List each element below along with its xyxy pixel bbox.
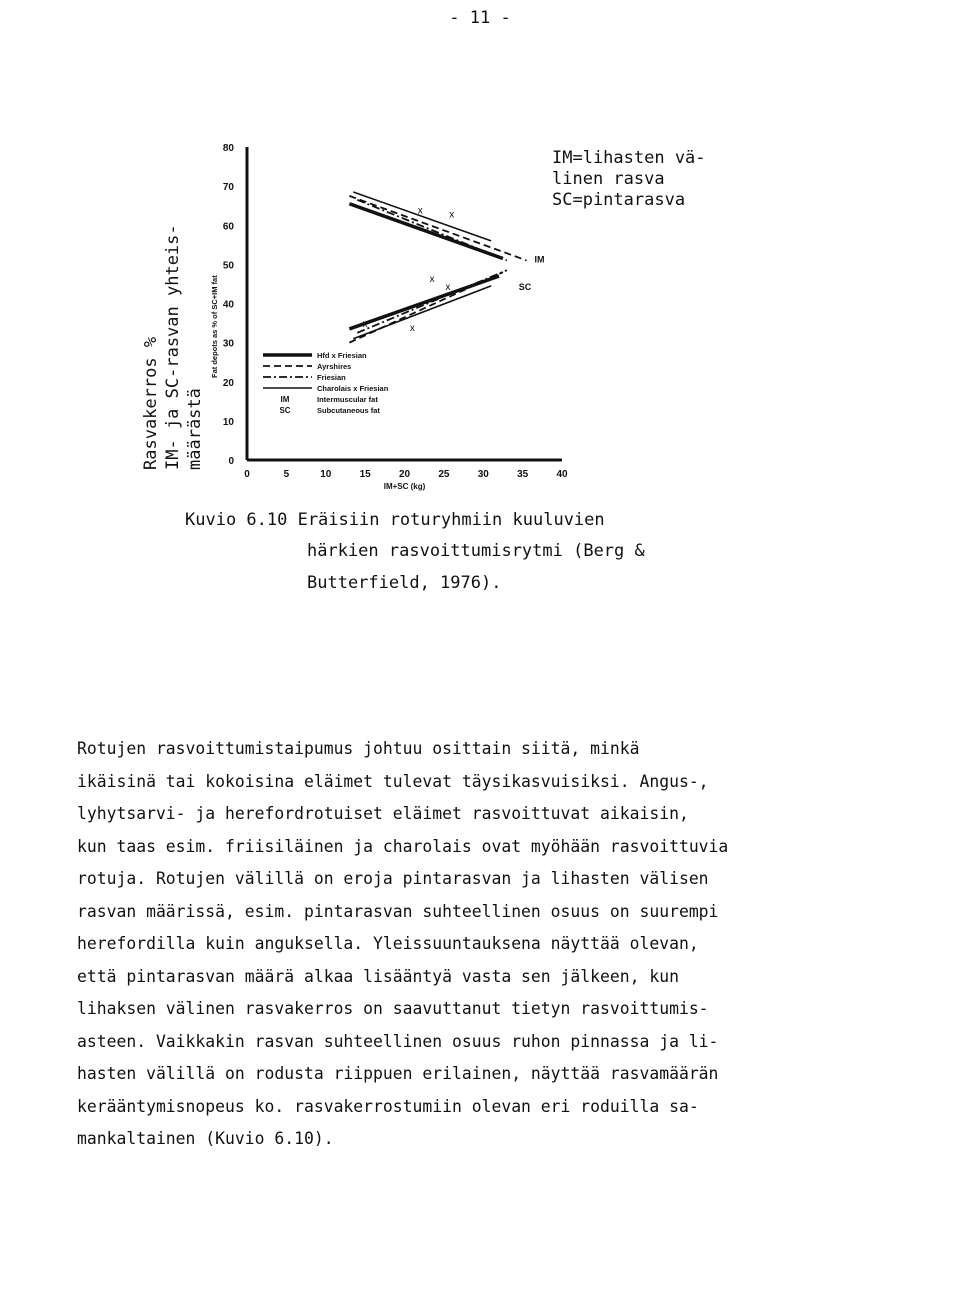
- body-line: rotuja. Rotujen välillä on eroja pintarasvan ja lihasten välisen: [77, 869, 709, 888]
- curve-marker: x: [417, 205, 423, 217]
- y-tick-label: 10: [222, 416, 234, 428]
- body-line: lyhytsarvi- ja herefordrotuiset eläimet rasvoittuvat aikaisin,: [77, 804, 689, 823]
- body-line: lihaksen välinen rasvakerros on saavuttanut tietyn rasvoittumis-: [77, 999, 709, 1018]
- y-tick-label: 40: [222, 299, 234, 311]
- legend-label: Friesian: [317, 373, 346, 382]
- y-tick-label: 50: [222, 260, 234, 272]
- y-tick-label: 20: [222, 377, 234, 389]
- legend-label: Charolais x Friesian: [317, 384, 389, 393]
- body-line: rasvan määrissä, esim. pintarasvan suhteellinen osuus on suurempi: [77, 901, 719, 921]
- x-tick-label: 25: [438, 469, 450, 480]
- page-number: - 11 -: [449, 8, 511, 28]
- legend-label: Intermuscular fat: [317, 395, 378, 404]
- body-line: herefordilla kuin anguksella. Yleissuuntauksena näyttää olevan,: [77, 934, 699, 953]
- body-line: hasten välillä on rodusta riippuen erilainen, näyttää rasvamäärän: [77, 1064, 719, 1083]
- curve-label-im: IM: [534, 254, 545, 265]
- y-tick-label: 0: [228, 456, 234, 467]
- x-axis-label: IM+SC (kg): [383, 482, 426, 491]
- side-label-line-3: määrästä: [185, 388, 205, 470]
- legend-key: SC: [279, 406, 291, 415]
- abbreviation-note: [552, 148, 752, 211]
- series-line-sc: [353, 286, 491, 339]
- curve-marker: x: [362, 319, 368, 331]
- curve-marker: x: [449, 209, 455, 221]
- side-label-line-2: IM- ja SC-rasvan yhteis-: [163, 224, 183, 470]
- y-tick-label: 60: [222, 221, 234, 233]
- y-tick-label: 70: [222, 182, 234, 194]
- body-line: Rotujen rasvoittumistaipumus johtuu osittain siitä, minkä: [77, 739, 640, 758]
- body-text: [77, 733, 877, 1156]
- note-line-2: linen rasva: [552, 169, 665, 189]
- side-label-line-1: Rasvakerros %: [141, 336, 161, 470]
- note-line-3: SC=pintarasva: [552, 190, 686, 210]
- figure-caption-line-1: Kuvio 6.10 Eräisiin roturyhmiin kuuluvien: [185, 510, 605, 530]
- y-tick-label: 30: [222, 338, 234, 350]
- y-tick-label: 80: [222, 143, 234, 154]
- body-line: asteen. Vaikkakin rasvan suhteellinen osuus ruhon pinnassa ja li-: [77, 1031, 719, 1051]
- curve-marker: x: [409, 322, 415, 334]
- x-tick-label: 20: [398, 469, 411, 480]
- figure-caption-line-2: härkien rasvoittumisrytmi (Berg &: [307, 541, 645, 561]
- body-line: ikäisinä tai kokoisina eläimet tulevat täysikasvuisiksi. Angus-,: [77, 771, 709, 791]
- series-line-sc: [349, 276, 499, 329]
- x-tick-label: 0: [244, 469, 250, 480]
- body-line: kun taas esim. friisiläinen ja charolais ovat myöhään rasvoittuvia: [77, 836, 729, 856]
- x-tick-label: 40: [556, 469, 568, 480]
- series-line-im: [349, 196, 526, 261]
- body-line: kerääntymisnopeus ko. rasvakerrostumiin olevan eri roduilla sa-: [77, 1096, 699, 1116]
- x-tick-label: 10: [320, 469, 332, 480]
- x-tick-label: 35: [517, 469, 529, 480]
- x-tick-label: 30: [477, 469, 489, 480]
- x-tick-label: 15: [359, 469, 371, 480]
- legend-label: Hfd x Friesian: [317, 351, 367, 360]
- body-line: mankaltainen (Kuvio 6.10).: [77, 1129, 334, 1148]
- curve-marker: x: [429, 274, 435, 286]
- curve-marker: x: [445, 281, 451, 293]
- note-line-1: IM=lihasten vä-: [552, 148, 706, 168]
- legend-label: Ayrshires: [317, 362, 352, 371]
- legend-key: IM: [280, 395, 290, 404]
- body-line: että pintarasvan määrä alkaa lisääntyä vasta sen jälkeen, kun: [77, 966, 679, 986]
- legend-label: Subcutaneous fat: [317, 406, 380, 415]
- curve-label-sc: SC: [518, 281, 532, 292]
- figure-caption-line-3: Butterfield, 1976).: [307, 573, 502, 593]
- y-axis-label: Fat depots as % of SC+IM fat: [210, 275, 219, 378]
- x-tick-label: 5: [283, 469, 290, 480]
